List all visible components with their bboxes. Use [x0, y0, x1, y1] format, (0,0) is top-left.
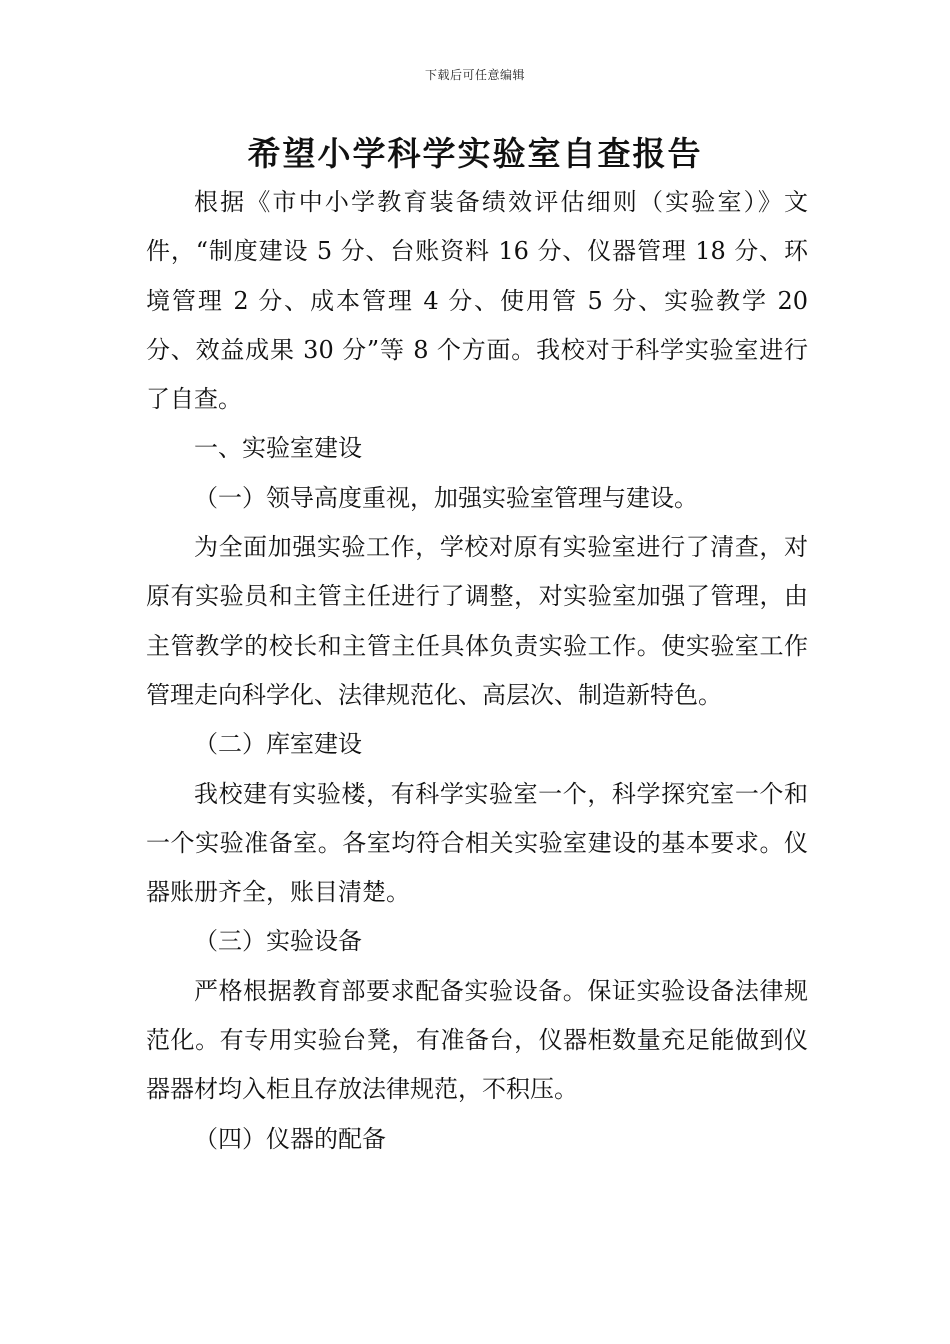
document-body: [146, 178, 808, 1164]
document-title: 希望小学科学实验室自查报告: [247, 134, 703, 173]
paragraph-rooms: 我校建有实验楼，有科学实验室一个，科学探究室一个和一个实验准备室。各室均符合相关实验室建设的基本要求。仪器账册齐全，账目清楚。: [146, 779, 808, 907]
section-heading-lab-construction: 一、实验室建设: [194, 434, 362, 463]
paragraph-leadership: 为全面加强实验工作，学校对原有实验室进行了清查，对原有实验员和主管主任进行了调整，对实验室加强了管理，由主管教学的校长和主管主任具体负责实验工作。使实验室工作管理走向科学化、法律规范化、高层次、制造新特色。: [146, 533, 808, 709]
subsection-heading-instruments: （四）仪器的配备: [194, 1124, 386, 1153]
subsection-heading-equipment: （三）实验设备: [194, 927, 362, 956]
header-note: 下载后可任意编辑: [424, 68, 525, 82]
subsection-heading-leadership: （一）领导高度重视，加强实验室管理与建设。: [194, 483, 698, 512]
subsection-heading-rooms: （二）库室建设: [194, 730, 362, 759]
paragraph-equipment: 严格根据教育部要求配备实验设备。保证实验设备法律规范化。有专用实验台凳，有准备台，仪器柜数量充足能做到仪器器材均入柜且存放法律规范，不积压。: [146, 976, 808, 1104]
paragraph-intro: 根据《市中小学教育装备绩效评估细则（实验室）》文件，“制度建设 5 分、台账资料 16 分、仪器管理 18 分、环境管理 2 分、成本管理 4 分、使用管 5 分、实验教学 20 分、效益成果 30 分”等 8 个方面。我校对于科学实验室进行了自查。: [146, 188, 808, 414]
